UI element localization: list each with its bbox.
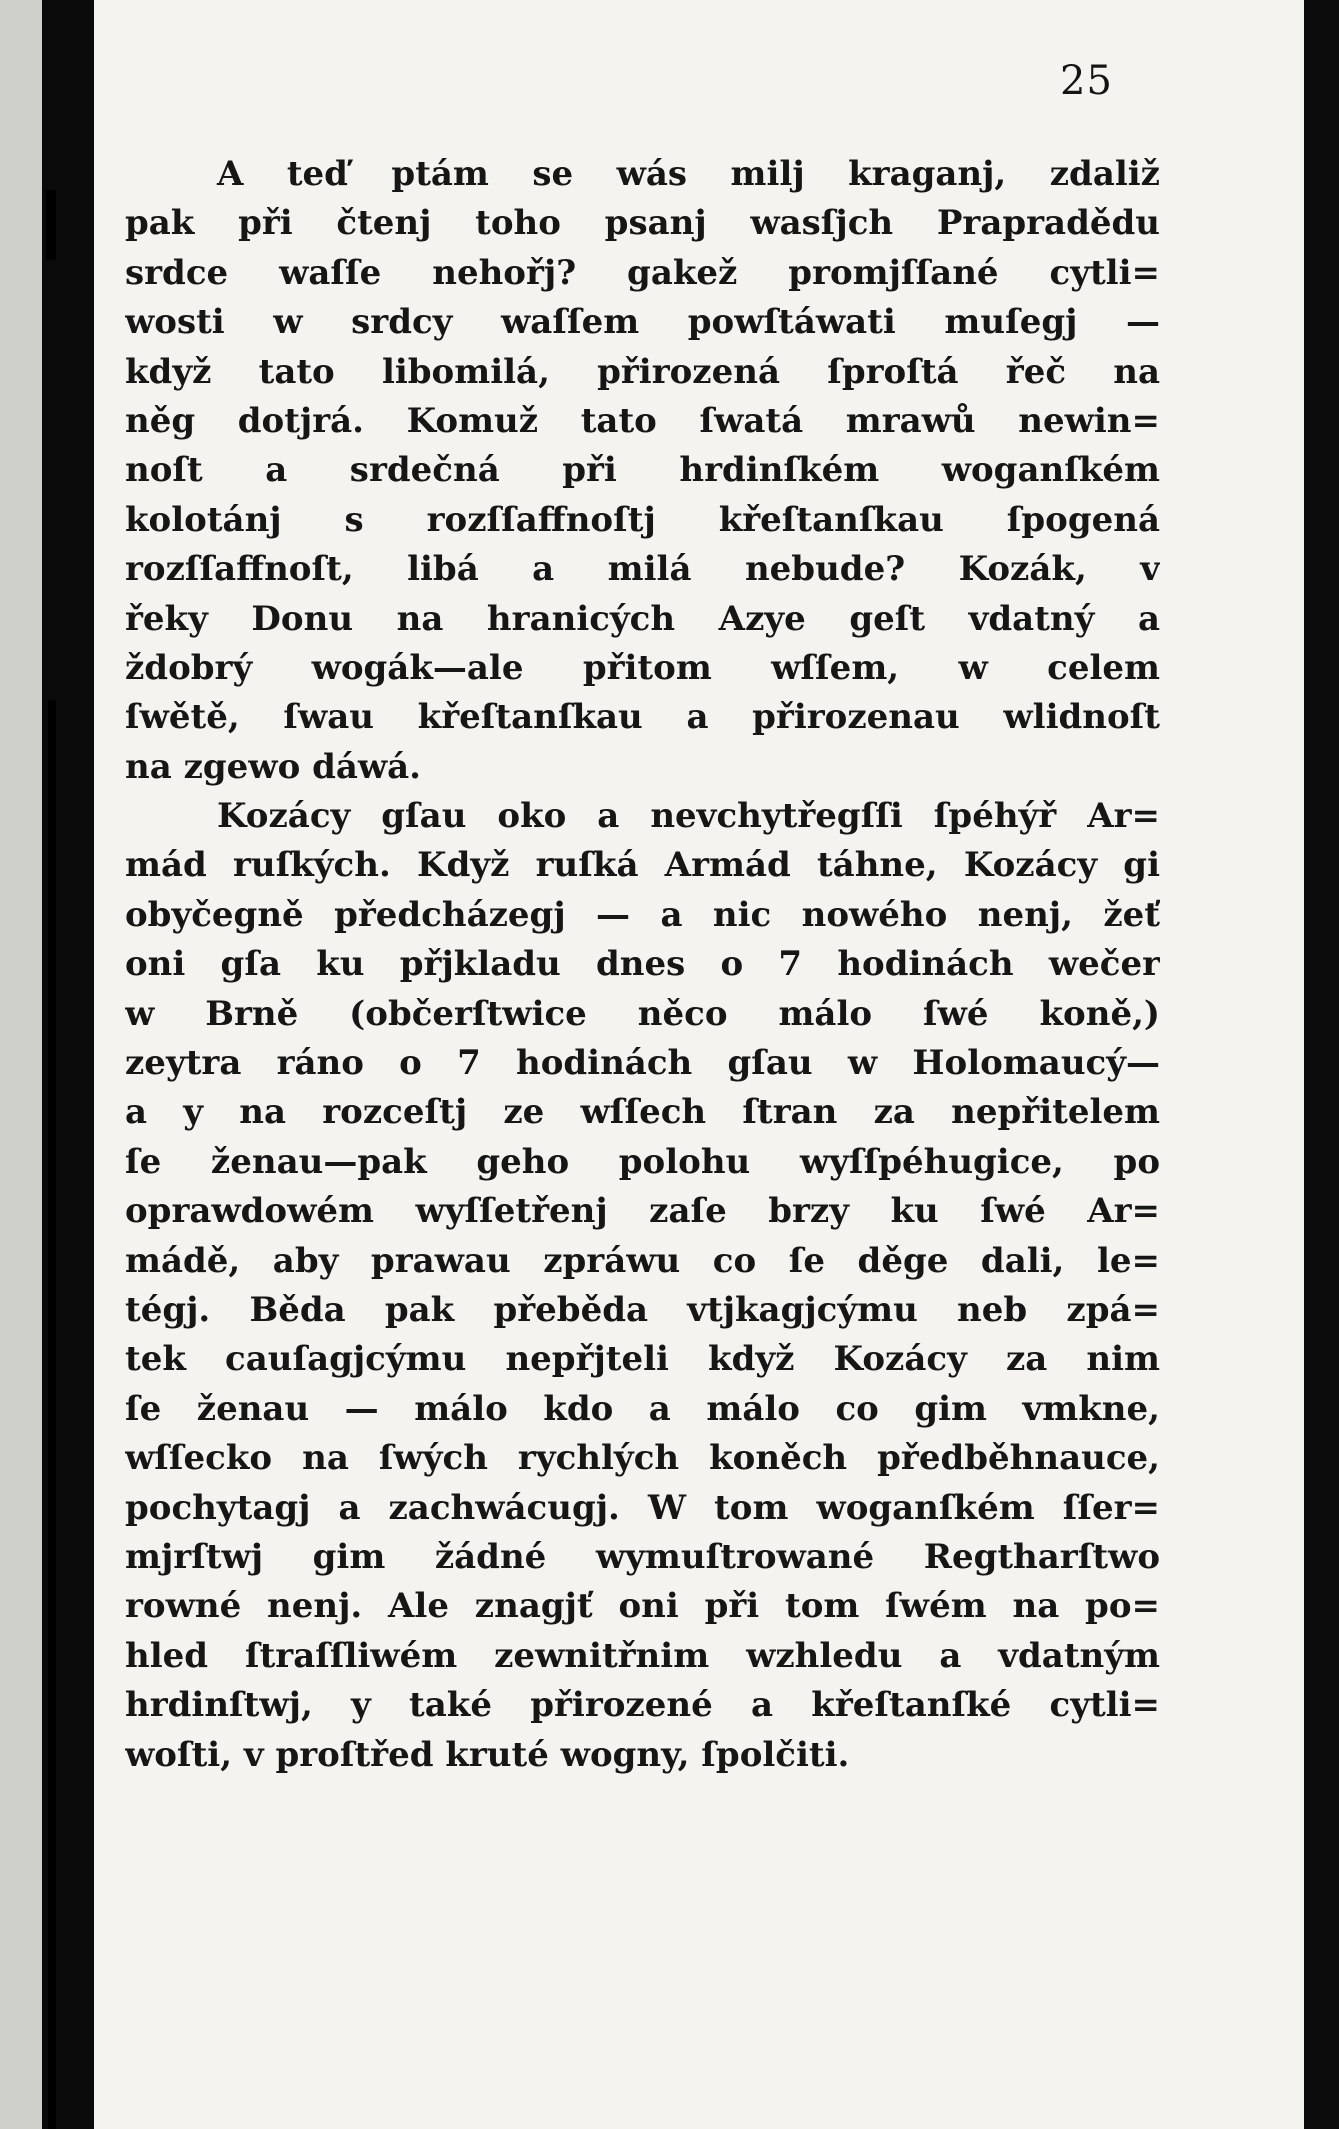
scan-right-border bbox=[1304, 0, 1339, 2129]
text-line: A teď ptám se wás milj kraganj, zdaliž bbox=[217, 154, 1160, 194]
text-line: wſſecko na ſwých rychlých koněch předběhnauce, bbox=[125, 1438, 1160, 1479]
text-line: tégj. Běda pak přeběda vtjkagjcýmu neb zpá= bbox=[125, 1289, 1160, 1330]
text-line: řeky Donu na hranicých Azye geſt vdatný a bbox=[125, 598, 1160, 639]
text-line: kolotánj s rozſſaffnoſtj křeſtanſkau ſpogená bbox=[125, 499, 1160, 540]
text-line: srdce waſſe nehořj? gakež promjſſané cytli= bbox=[125, 252, 1160, 293]
text-line: noſt a srdečná při hrdinſkém woganſkém bbox=[125, 450, 1160, 491]
text-line: obyčegně předcházegj — a nic nowého nenj, žeť bbox=[125, 894, 1160, 935]
text-line: mjrſtwj gim žádné wymuſtrowané Regtharſtwo bbox=[125, 1536, 1160, 1577]
text-line: hled ſtraſſliwém zewnitřnim wzhledu a vdatným bbox=[125, 1635, 1160, 1676]
text-line: ſwětě, ſwau křeſtanſkau a přirozenau wlidnoſt bbox=[125, 697, 1160, 738]
binding-mark bbox=[48, 700, 56, 2129]
text-line: něg dotjrá. Komuž tato ſwatá mrawů newin= bbox=[125, 400, 1160, 441]
text-line: oprawdowém wyſſetřenj zaſe brzy ku ſwé Ar= bbox=[125, 1191, 1160, 1232]
text-line: pak při čtenj toho psanj wasſjch Prapradědu bbox=[125, 203, 1160, 244]
binding-mark bbox=[46, 190, 56, 260]
text-line: tek cauſagjcýmu nepřjteli když Kozácy za nim bbox=[125, 1339, 1160, 1380]
text-line: ſe ženau—pak geho polohu wyſſpéhugice, po bbox=[125, 1141, 1160, 1182]
page-number: 25 bbox=[1060, 58, 1113, 104]
text-line: ſe ženau — málo kdo a málo co gim vmkne, bbox=[125, 1388, 1160, 1429]
text-line: a y na rozceſtj ze wſſech ſtran za nepřitelem bbox=[125, 1092, 1160, 1133]
text-line: zeytra ráno o 7 hodinách gſau w Holomaucý— bbox=[125, 1043, 1160, 1084]
previous-page-edge bbox=[0, 0, 42, 2129]
text-line: oni gſa ku přjkladu dnes o 7 hodinách wečer bbox=[125, 944, 1160, 985]
text-line: hrdinſtwj, y také přirozené a křeſtanſké cytli= bbox=[125, 1685, 1160, 1726]
text-line: w Brně (občerſtwice něco málo ſwé koně,) bbox=[125, 993, 1160, 1034]
text-line: pochytagj a zachwácugj. W tom woganſkém ſſer= bbox=[125, 1487, 1160, 1528]
text-line: mád ruſkých. Když ruſká Armád táhne, Kozácy gi bbox=[125, 845, 1160, 886]
text-line: rozſſaffnoſt, libá a milá nebude? Kozák, v bbox=[125, 549, 1160, 590]
text-line: woſti, v proſtřed kruté wogny, ſpolčiti. bbox=[125, 1734, 850, 1775]
text-line: Kozácy gſau oko a nevchytřegſſi ſpéhýř Ar= bbox=[217, 796, 1160, 837]
text-line: ždobrý wogák—ale přitom wſſem, w celem bbox=[125, 647, 1160, 688]
text-line: rowné nenj. Ale znagjť oni při tom ſwém na po= bbox=[125, 1586, 1160, 1627]
text-line: wosti w srdcy waſſem powſtáwati muſegj — bbox=[125, 302, 1160, 343]
text-line: na zgewo dáwá. bbox=[125, 746, 422, 787]
text-line: mádě, aby prawau zpráwu co ſe děge dali, le= bbox=[125, 1240, 1160, 1281]
page-body-text bbox=[125, 150, 1160, 1780]
text-line: když tato libomilá, přirozená ſproſtá řeč na bbox=[125, 351, 1160, 392]
